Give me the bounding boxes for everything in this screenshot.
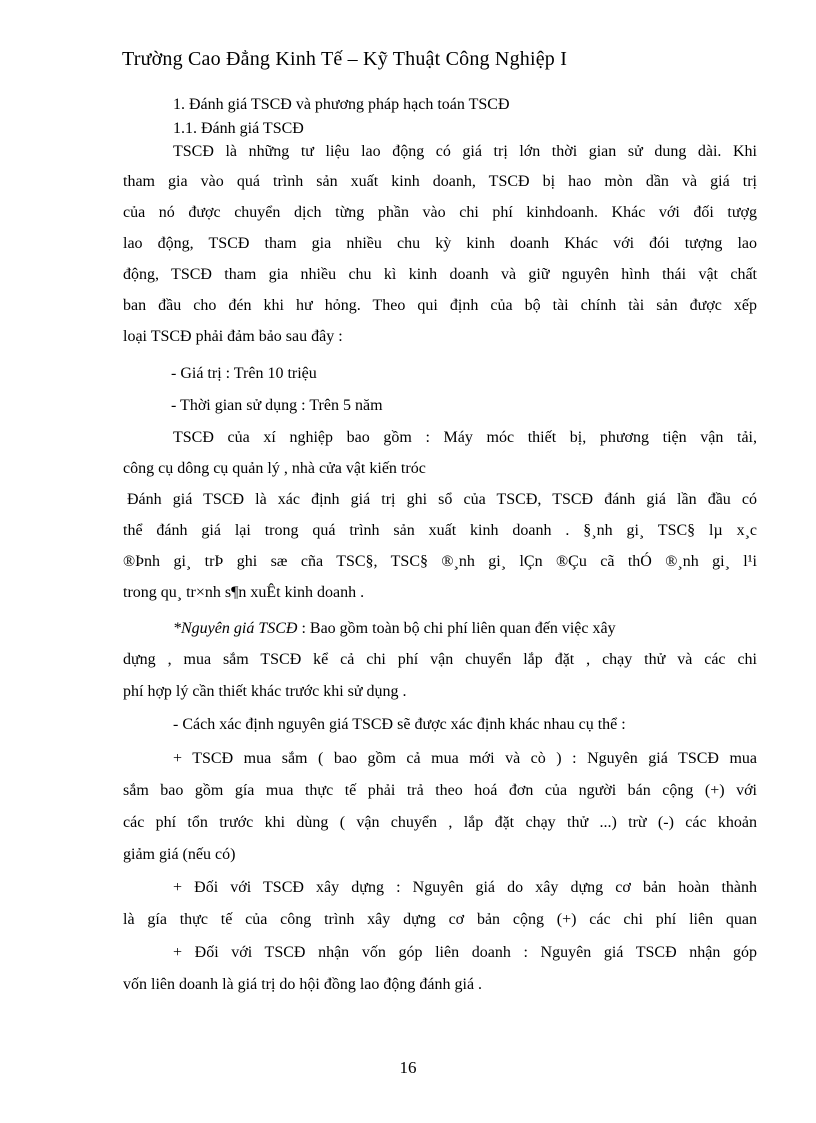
bullet-item: - Giá trị : Trên 10 triệu [171, 365, 317, 382]
term-definition: : Bao gồm toàn bộ chi phí liên quan đến việc xây [297, 620, 616, 637]
page-header: Trường Cao Đẳng Kinh Tế – Kỹ Thuật Công Nghiệp I [122, 48, 568, 70]
paragraph-line: giảm giá (nếu có) [123, 846, 236, 863]
paragraph-line: sắm bao gồm gía mua thực tế phải trả theo hoá đơn của người bán cộng (+) với [123, 782, 757, 799]
subsection-heading: 1.1. Đánh giá TSCĐ [173, 120, 304, 137]
paragraph-line: + TSCĐ mua sắm ( bao gồm cả mua mới và cò ) : Nguyên giá TSCĐ mua [173, 750, 757, 767]
paragraph-line: trong qu¸ tr×nh s¶n xuÊt kinh doanh . [123, 584, 365, 601]
paragraph-line: + Đối với TSCĐ nhận vốn góp liên doanh : Nguyên giá TSCĐ nhận góp [173, 944, 757, 961]
paragraph-line: thể đánh giá lại trong quá trình sản xuất kinh doanh . §¸nh gi¸ TSC§ lµ x¸c [123, 522, 757, 539]
paragraph-line [173, 620, 616, 638]
bullet-item: - Thời gian sử dụng : Trên 5 năm [171, 397, 383, 414]
term-italic: *Nguyên giá TSCĐ [173, 620, 298, 637]
paragraph-line: các phí tổn trước khi dùng ( vận chuyển , lắp đặt chạy thử ...) trừ (-) các khoản [123, 814, 757, 831]
paragraph-line: phí hợp lý cần thiết khác trước khi sử dụng . [123, 683, 407, 700]
paragraph-line: loại TSCĐ phải đảm bảo sau đây : [123, 328, 343, 345]
paragraph-line: dựng , mua sắm TSCĐ kể cả chi phí vận chuyển lắp đặt , chạy thử và các chi [123, 651, 757, 668]
paragraph-line: vốn liên doanh là giá trị do hội đồng lao động đánh giá . [123, 976, 483, 993]
paragraph-line: + Đối với TSCĐ xây dựng : Nguyên giá do xây dựng cơ bản hoàn thành [173, 879, 757, 896]
paragraph-line: công cụ dông cụ quản lý , nhà cửa vật kiến tróc [123, 460, 426, 477]
paragraph-line: ®Þnh gi¸ trÞ ghi sæ cña TSC§, TSC§ ®¸nh gi¸ lÇn ®Çu cã thÓ ®¸nh gi¸ l¹i [123, 553, 757, 570]
section-heading: 1. Đánh giá TSCĐ và phương pháp hạch toán TSCĐ [173, 96, 510, 113]
paragraph-line: TSCĐ là những tư liệu lao động có giá trị lớn thời gian sử dung dài. Khi [173, 143, 757, 160]
paragraph-line: tham gia vào quá trình sản xuất kinh doanh, TSCĐ bị hao mòn dần và giá trị [123, 173, 757, 190]
paragraph-line: của nó được chuyển dịch từng phần vào chi phí kinhdoanh. Khác với đối tượg [123, 204, 757, 221]
paragraph-line: lao động, TSCĐ tham gia nhiều chu kỳ kinh doanh Khác với đói tượng lao [123, 235, 757, 252]
page-number: 16 [399, 1058, 417, 1077]
paragraph-line: động, TSCĐ tham gia nhiều chu kì kinh doanh và giữ nguyên hình thái vật chất [123, 266, 757, 283]
paragraph-line: TSCĐ của xí nghiệp bao gồm : Máy móc thiết bị, phương tiện vận tải, [173, 429, 757, 446]
paragraph-line: là gía thực tế của công trình xây dựng cơ bản cộng (+) các chi phí liên quan [123, 911, 757, 928]
paragraph-line: Đánh giá TSCĐ là xác định giá trị ghi sổ của TSCĐ, TSCĐ đánh giá lần đầu có [127, 491, 757, 508]
paragraph-line: ban đầu cho đén khi hư hỏng. Theo qui định của bộ tài chính tài sản được xếp [123, 297, 757, 314]
paragraph-line: - Cách xác định nguyên giá TSCĐ sẽ được xác định khác nhau cụ thể : [173, 716, 626, 733]
